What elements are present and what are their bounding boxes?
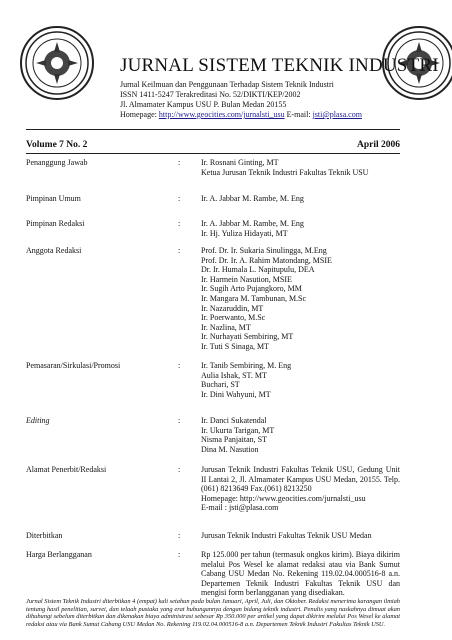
issue-divider	[26, 153, 400, 154]
board-member-name: Homepage: http://www.geocities.com/jurnalsti_usu	[201, 493, 366, 503]
university-seal-icon	[20, 26, 94, 100]
colon-separator: :	[178, 194, 181, 203]
board-member-name: E-mail : jsti@plasa.com	[201, 503, 279, 513]
board-member-name: Aulia Ishak, ST. MT	[201, 370, 267, 380]
board-member-name: Ir. Poerwanto, M.Sc	[201, 313, 266, 323]
board-role-label: Pemasaran/Sirkulasi/Promosi	[26, 361, 121, 370]
issue-date: April 2006	[356, 140, 400, 150]
colon-separator: :	[178, 219, 181, 228]
board-member-list	[201, 194, 400, 204]
board-role-label: Editing	[26, 416, 50, 425]
board-member-name: Ketua Jurusan Teknik Industri Fakultas Teknik USU	[201, 167, 369, 177]
board-member-name: Ir. Danci Sukatendal	[201, 416, 267, 425]
address-line: Jl. Almamater Kampus USU P. Bulan Medan 20155	[120, 100, 287, 109]
board-member-name: Jurusan Teknik Industri Fakultas Teknik USU, Gedung Unit II Lantai 2, Jl. Almamater Kampus USU Medan, 20155. Telp. (061) 8213649 Fax.(061) 8213250	[201, 465, 400, 494]
colon-separator: :	[178, 361, 181, 370]
board-member-list	[201, 550, 400, 598]
board-member-list	[201, 158, 400, 177]
board-member-name: Ir. Mangara M. Tambunan, M.Sc	[201, 293, 307, 303]
board-role-label: Alamat Penerbit/Redaksi	[26, 465, 107, 474]
board-member-name: Ir. Sugih Arto Pujangkoro, MM	[201, 284, 302, 294]
colon-separator: :	[178, 465, 181, 474]
board-member-list	[201, 219, 400, 238]
board-member-name: Ir. Tuti S Sinaga, MT	[201, 341, 270, 351]
homepage-link[interactable]: http://www.geocities.com/jurnalsti_usu	[158, 110, 285, 119]
board-member-name: Ir. Harmein Nasution, MSIE	[201, 274, 292, 284]
board-role-label: Diterbitkan	[26, 531, 63, 540]
board-member-name: Ir. Nurhayati Sembiring, MT	[201, 332, 294, 342]
board-role-label: Penanggung Jawab	[26, 158, 88, 167]
board-member-name: Ir. A. Jabbar M. Rambe, M. Eng	[201, 194, 304, 203]
board-member-list	[201, 531, 400, 541]
journal-title: JURNAL SISTEM TEKNIK INDUSTRI	[120, 55, 439, 76]
publication-footnote: Jurnal Sistem Teknik Industri diterbitkan 4 (empat) kali setahun pada bulan Januari, April, Juli, dan Oktober. Redaksi menerima karangan ilmiah tentang hasil penelitian, survei, dan telaah pustaka yang erat hubungannya dengan bidang teknik industri. Penulis yang naskahnya dimuat akan dihubungi sebelum diterbitkan dan dikenakan biaya administrasi sebesar Rp 350.000 per artikel yang dapat dikirim melalui Pos Wesel ke alamat redaksi atau via Bank Sumut Cabang USU Medan No. Rekening 119.02.04.000516-8 a.n. Departemen Teknik Industri Fakultas Teknik USU.	[26, 598, 400, 628]
board-member-name: Ir. Nazaruddin, MT	[201, 303, 264, 313]
volume-number: Volume 7 No. 2	[26, 140, 88, 150]
journal-subtitle: Jurnal Keilmuan dan Penggunaan Terhadap Sistem Teknik Industri	[120, 80, 334, 89]
header-divider	[26, 129, 400, 130]
board-member-name: Ir. Nazlina, MT	[201, 322, 251, 332]
board-role-label: Pimpinan Umum	[26, 194, 81, 203]
board-role-label: Pimpinan Redaksi	[26, 219, 85, 228]
colon-separator: :	[178, 416, 181, 425]
board-role-label: Harga Berlangganan	[26, 550, 92, 559]
email-link[interactable]: jsti@plasa.com	[312, 110, 362, 119]
colon-separator: :	[178, 246, 181, 255]
board-member-name: Ir. Hj. Yuliza Hidayati, MT	[201, 228, 288, 238]
board-member-name: Ir. Dini Wahyuni, MT	[201, 389, 271, 399]
board-member-name: Prof. Dr. Ir. A. Rahim Matondang, MSIE	[201, 255, 332, 265]
contact-line	[120, 110, 362, 120]
board-member-name: Dr. Ir. Humala L. Napitupulu, DEA	[201, 265, 315, 275]
board-member-name: Ir. Rosnani Ginting, MT	[201, 158, 279, 167]
board-member-list	[201, 246, 400, 352]
board-member-list	[201, 465, 400, 513]
board-member-name: Ir. A. Jabbar M. Rambe, M. Eng	[201, 219, 304, 228]
board-member-list	[201, 416, 400, 454]
board-member-name: Nisma Panjaitan, ST	[201, 435, 267, 445]
board-member-name: Dina M. Nasution	[201, 444, 259, 454]
issn-line: ISSN 1411-5247 Terakreditasi No. 52/DIKTI/KEP/2002	[120, 90, 301, 99]
colon-separator: :	[178, 158, 181, 167]
board-member-name: Buchari, ST	[201, 380, 240, 390]
colon-separator: :	[178, 550, 181, 559]
board-member-name: Ir. Ukurta Tarigan, MT	[201, 425, 275, 435]
homepage-label: Homepage:	[120, 110, 159, 119]
board-member-name: Ir. Tanib Sembiring, M. Eng	[201, 361, 292, 370]
board-member-name: Rp 125.000 per tahun (termasuk ongkos kirim). Biaya dikirim melalui Pos Wesel ke alamat redaksi atau via Bank Sumut Cabang USU Medan No. Rekening 119.02.04.000516-8 a.n. Departemen Teknik Industri Fakultas Teknik USU dan mengisi form berlangganan yang disediakan.	[201, 550, 400, 598]
board-member-list	[201, 361, 400, 399]
board-member-name: Jurusan Teknik Industri Fakultas Teknik USU Medan	[201, 531, 372, 540]
board-role-label: Anggota Redaksi	[26, 246, 82, 255]
colon-separator: :	[178, 531, 181, 540]
email-label: E-mail:	[284, 110, 313, 119]
board-member-name: Prof. Dr. Ir. Sukaria Sinulingga, M.Eng	[201, 246, 327, 255]
